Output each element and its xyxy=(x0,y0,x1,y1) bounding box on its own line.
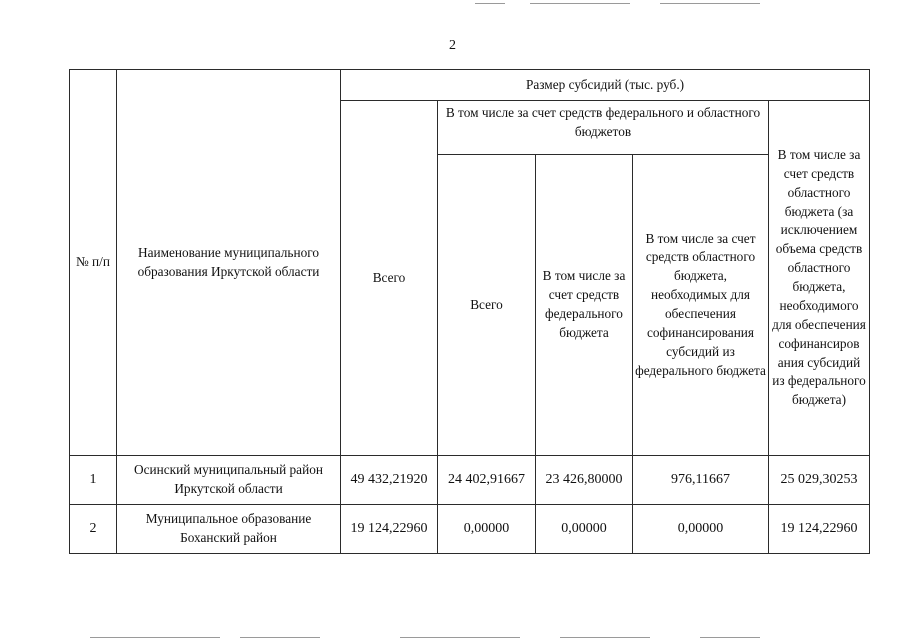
row-sub-total: 0,00000 xyxy=(438,505,536,554)
page-number: 2 xyxy=(449,38,456,53)
header-federal: В том числе за счет средств федерального бюджета xyxy=(536,155,633,456)
header-name: Наименование муниципального образования Иркутской области xyxy=(117,70,341,456)
row-num: 1 xyxy=(70,456,117,505)
row-federal: 0,00000 xyxy=(536,505,633,554)
scan-artifact-line xyxy=(700,637,760,638)
header-regional-cofin: В том числе за счет средств областного бюджета, необходимых для обеспечения софинансирования субсидий из федерального бюджета xyxy=(633,155,769,456)
header-regional-only: В том числе за счет средств областного бюджета (за исключением объема средств областного бюджета, необходимого для обеспечения софинансиров ания субсидий из федерального бюджета) xyxy=(769,101,870,456)
scan-artifact-line xyxy=(475,3,505,4)
row-regional-only: 25 029,30253 xyxy=(769,456,870,505)
header-num: № п/п xyxy=(70,70,117,456)
scan-artifact-line xyxy=(240,637,320,638)
subsidy-table xyxy=(69,69,870,554)
header-subsidy-size: Размер субсидий (тыс. руб.) xyxy=(341,70,870,101)
header-sub-total: Всего xyxy=(438,155,536,456)
scan-artifact-line xyxy=(660,3,760,4)
row-regional-cofin: 976,11667 xyxy=(633,456,769,505)
table-row xyxy=(70,505,870,554)
table-row xyxy=(70,456,870,505)
scan-artifact-line xyxy=(90,637,220,638)
header-fed-and-reg: В том числе за счет средств федерального и областного бюджетов xyxy=(438,101,769,155)
row-name: Осинский муниципальный район Иркутской области xyxy=(117,456,341,505)
header-total: Всего xyxy=(341,101,438,456)
row-sub-total: 24 402,91667 xyxy=(438,456,536,505)
row-name: Муниципальное образование Боханский район xyxy=(117,505,341,554)
row-total: 49 432,21920 xyxy=(341,456,438,505)
row-regional-only: 19 124,22960 xyxy=(769,505,870,554)
row-regional-cofin: 0,00000 xyxy=(633,505,769,554)
header-row-1 xyxy=(70,70,870,101)
row-total: 19 124,22960 xyxy=(341,505,438,554)
row-federal: 23 426,80000 xyxy=(536,456,633,505)
scan-artifact-line xyxy=(530,3,630,4)
row-num: 2 xyxy=(70,505,117,554)
scan-artifact-line xyxy=(560,637,650,638)
scan-artifact-line xyxy=(400,637,520,638)
